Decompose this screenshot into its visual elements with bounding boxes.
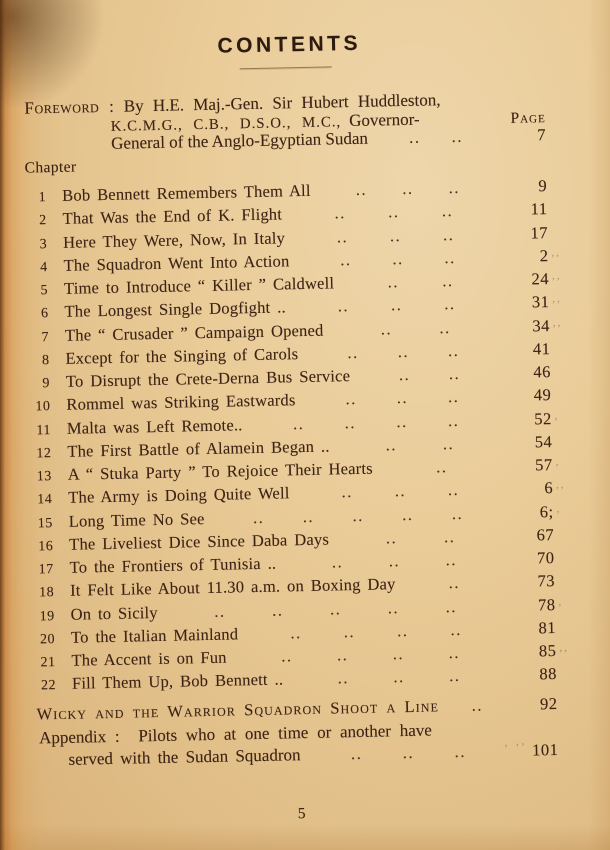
chapter-title: The Longest Single Dogfight .. (64, 297, 286, 322)
chapter-title: Except for the Singing of Carols (65, 343, 299, 368)
leader-dots: .. (398, 364, 411, 385)
leader-dots: .. (450, 619, 463, 639)
ghost-marks: , (556, 502, 562, 515)
ghost-marks: ,, (552, 316, 563, 329)
leader-dots: .. (334, 203, 346, 223)
leader-dots: .. (389, 225, 402, 245)
leader-dots: .. (442, 433, 455, 453)
dot-leader (293, 665, 505, 689)
leader-dots: .. (408, 127, 421, 147)
chapter-number: 11 (36, 422, 52, 438)
chapter-title: The Liveliest Dice Since Daba Days (69, 529, 330, 554)
page-number: 73 (537, 571, 556, 591)
foreword-block (24, 88, 546, 154)
leader-dots: .. (337, 668, 350, 688)
leader-dots: .. (443, 526, 456, 546)
dot-leader (310, 741, 506, 765)
chapter-number: 22 (40, 678, 57, 694)
page-number: 57 (535, 455, 553, 475)
page-number: 2 (539, 245, 549, 266)
folio-page-number: 5 (297, 805, 306, 823)
page-number: 24 (531, 269, 550, 289)
leader-dots: .. (290, 622, 302, 643)
leader-dots: .. (448, 363, 461, 384)
ghost-marks: ,, (559, 641, 569, 654)
page-number: 52 (534, 408, 552, 428)
page-number: 85 (538, 641, 557, 661)
chapter-number: 1 (38, 190, 47, 206)
leader-dots: .. (329, 598, 342, 619)
leader-dots: .. (302, 506, 315, 526)
ghost-marks: , (554, 409, 560, 422)
foreword-line1-text: By H.E. Maj.-Gen. Sir Hubert Huddleston, (123, 90, 441, 116)
leader-dots: .. (397, 341, 410, 361)
leader-dots: .. (444, 294, 456, 314)
page-number: 6 (544, 478, 554, 498)
chapter-number: 5 (40, 283, 49, 299)
page-number: 6; (539, 501, 554, 521)
ghost-marks: ,, (552, 293, 562, 306)
wicky-page-number: 92 (539, 693, 558, 714)
ghost-marks: ,, (551, 246, 562, 259)
chapter-number: 8 (41, 352, 50, 369)
dot-leader (308, 340, 498, 364)
leader-dots: .. (281, 646, 293, 666)
leader-dots: .. (337, 296, 350, 316)
page-number: 67 (536, 524, 555, 545)
chapter-title: That Was the End of K. Flight (62, 204, 283, 229)
leader-dots: .. (387, 272, 400, 292)
leader-dots: .. (343, 621, 356, 642)
ghost-marks: , (558, 595, 564, 608)
page-column-label: Page (510, 109, 546, 127)
dot-leader (449, 695, 506, 716)
dot-leader (333, 317, 498, 340)
chapter-number: 4 (39, 259, 48, 276)
chapter-number: 14 (37, 492, 53, 508)
dot-leader (295, 224, 496, 248)
leader-dots: .. (396, 411, 408, 431)
dot-leader (292, 200, 496, 224)
page-number: 46 (533, 362, 552, 382)
page-number: 31 (531, 292, 550, 312)
leader-dots: .. (331, 552, 344, 572)
page-number: 49 (533, 385, 552, 405)
appendix-line2-text: served with the Sudan Squadron (68, 745, 301, 769)
leader-dots: .. (447, 340, 460, 360)
leader-dots: .. (393, 667, 405, 687)
leader-dots: .. (451, 503, 464, 523)
chapter-title: To the Frontiers of Tunisia .. (69, 553, 277, 577)
ghost-marks: , (555, 455, 561, 468)
foreword-label: Foreword : (24, 96, 115, 118)
chapter-title: Time to Introduce “ Killer ” Caldwell (63, 273, 335, 298)
leader-dots: .. (271, 599, 284, 620)
leader-dots: .. (444, 247, 456, 267)
page-title: CONTENTS (217, 31, 362, 58)
foreword-governor: Governor- (348, 109, 420, 131)
leader-dots: .. (392, 644, 405, 664)
dot-leader (252, 410, 500, 435)
leader-dots: .. (336, 226, 349, 246)
leader-dots: .. (441, 201, 454, 221)
dot-leader (320, 177, 495, 200)
leader-dots: .. (355, 179, 368, 199)
leader-dots: .. (435, 457, 448, 477)
leader-dots: .. (396, 388, 409, 408)
leader-dots: .. (380, 318, 393, 338)
leader-dots: .. (451, 126, 464, 147)
chapter-number: 7 (41, 329, 50, 345)
chapter-title: The “ Crusader ” Campaign Opened (64, 320, 324, 345)
appendix-label: Appendix : (38, 726, 120, 748)
page-number: 70 (536, 548, 555, 568)
chapter-number: 3 (39, 236, 48, 252)
dot-leader (360, 363, 499, 386)
dot-leader (299, 479, 501, 503)
chapter-number: 2 (39, 213, 47, 229)
chapter-title: The Accent is on Fun (71, 647, 227, 670)
dot-leader (286, 549, 503, 573)
leader-dots: .. (402, 178, 414, 199)
chapter-title: Bob Bennett Remembers Them All (62, 180, 311, 205)
chapter-number: 15 (37, 515, 53, 531)
chapter-title: The Army is Doing Quite Well (68, 483, 290, 508)
dot-leader (296, 293, 498, 317)
chapter-title: The Squadron Went Into Action (63, 251, 290, 275)
chapter-title: Here They Were, Now, In Italy (62, 227, 286, 252)
appendix-block (39, 718, 559, 770)
chapter-title: To the Italian Mainland (70, 624, 239, 647)
leader-dots: .. (402, 742, 415, 763)
chapter-column-heading: Chapter (24, 158, 77, 177)
page-number: 11 (530, 199, 548, 219)
wicky-title: Wicky and the Warrior Squadron Shoot a Line (36, 696, 440, 724)
chapter-title: Malta was Left Remote.. (66, 414, 243, 438)
leader-dots: .. (388, 551, 401, 571)
leader-dots: .. (385, 527, 398, 548)
leader-dots: .. (447, 410, 460, 430)
chapter-number: 20 (39, 631, 56, 648)
chapter-number: 9 (42, 376, 51, 392)
toc-rows (16, 176, 569, 698)
chapter-title: It Felt Like About 11.30 a.m. on Boxing Day (69, 574, 396, 601)
dot-leader (339, 433, 500, 456)
leader-dots: .. (345, 389, 357, 409)
chapter-number: 6 (40, 306, 49, 322)
leader-dots: .. (252, 507, 265, 527)
chapter-number: 10 (35, 399, 51, 415)
appendix-page-number: 101 (531, 739, 559, 760)
leader-dots: .. (344, 412, 357, 432)
page-number: 17 (530, 222, 549, 242)
leader-dots: .. (448, 666, 461, 686)
dot-leader (339, 526, 503, 549)
chapter-title: On to Sicily (70, 602, 158, 624)
leader-dots: .. (442, 271, 454, 291)
title-underline-rule (240, 66, 332, 69)
dot-leader (383, 456, 501, 478)
leader-dots: .. (392, 248, 404, 268)
leader-dots: .. (387, 597, 400, 617)
leader-dots: .. (341, 482, 353, 502)
chapter-title: Long Time No See (68, 508, 205, 531)
leader-dots: .. (352, 505, 364, 525)
dot-leader (299, 247, 496, 271)
leader-dots: .. (448, 177, 461, 198)
leader-dots: .. (445, 596, 458, 616)
show-through-marks: , ,, (503, 734, 528, 749)
leader-dots: .. (387, 202, 400, 222)
page-number: 54 (534, 431, 553, 452)
leader-dots: .. (347, 342, 359, 362)
dot-leader (378, 126, 495, 148)
foreword-line3-text: General of the Anglo-Egyptian Sudan (110, 128, 369, 153)
page-number: 88 (539, 664, 558, 684)
chapter-number: 16 (38, 538, 54, 555)
leader-dots: .. (447, 480, 460, 500)
leader-dots: .. (214, 601, 226, 621)
page-number: 78 (537, 594, 556, 614)
leader-dots: .. (448, 642, 461, 663)
chapter-number: 17 (38, 562, 54, 578)
page-number: 34 (532, 315, 551, 335)
leader-dots: .. (396, 620, 409, 640)
chapter-title: Rommel was Striking Eastwards (66, 390, 296, 415)
leader-dots: .. (447, 387, 460, 407)
dot-leader (248, 619, 504, 644)
chapter-title: To Disrupt the Crete-Derna Bus Service (65, 366, 351, 391)
chapter-number: 12 (36, 445, 52, 462)
dot-leader (405, 572, 503, 594)
chapter-number: 13 (36, 469, 52, 485)
dot-leader (305, 386, 499, 410)
page-number: 41 (532, 338, 551, 359)
chapter-title: A “ Stuka Party ” To Rejoice Their Hearts (67, 458, 373, 484)
leader-dots: .. (439, 317, 451, 337)
ghost-marks: ,, (555, 479, 566, 492)
ghost-marks: ,, (551, 269, 562, 283)
chapter-number: 18 (39, 585, 55, 601)
leader-dots: .. (448, 573, 461, 593)
leader-dots: .. (394, 481, 407, 501)
chapter-number: 21 (40, 655, 56, 671)
appendix-line1-text: Pilots who at one time or another have (138, 720, 433, 746)
leader-dots: .. (336, 645, 349, 665)
leader-dots: .. (454, 741, 467, 762)
dot-leader (236, 642, 504, 667)
leader-dots: .. (390, 295, 403, 315)
leader-dots: .. (471, 695, 484, 715)
foreword-page-number: 7 (537, 125, 547, 145)
leader-dots: .. (340, 249, 352, 270)
foreword-honors: K.C.M.G., C.B., D.S.O., M.C., (110, 114, 342, 135)
chapter-number: 19 (39, 608, 55, 624)
leader-dots: .. (350, 743, 363, 764)
leader-dots: .. (385, 434, 398, 455)
leader-dots: .. (402, 504, 414, 524)
leader-dots: .. (292, 413, 305, 433)
leader-dots: .. (445, 549, 458, 570)
page-number: 9 (538, 176, 548, 196)
page-number: 81 (538, 617, 557, 638)
leader-dots: .. (442, 224, 455, 244)
chapter-title: Fill Them Up, Bob Bennett .. (71, 669, 284, 693)
dot-leader (344, 270, 497, 293)
chapter-title: The First Battle of Alamein Began .. (67, 436, 330, 461)
